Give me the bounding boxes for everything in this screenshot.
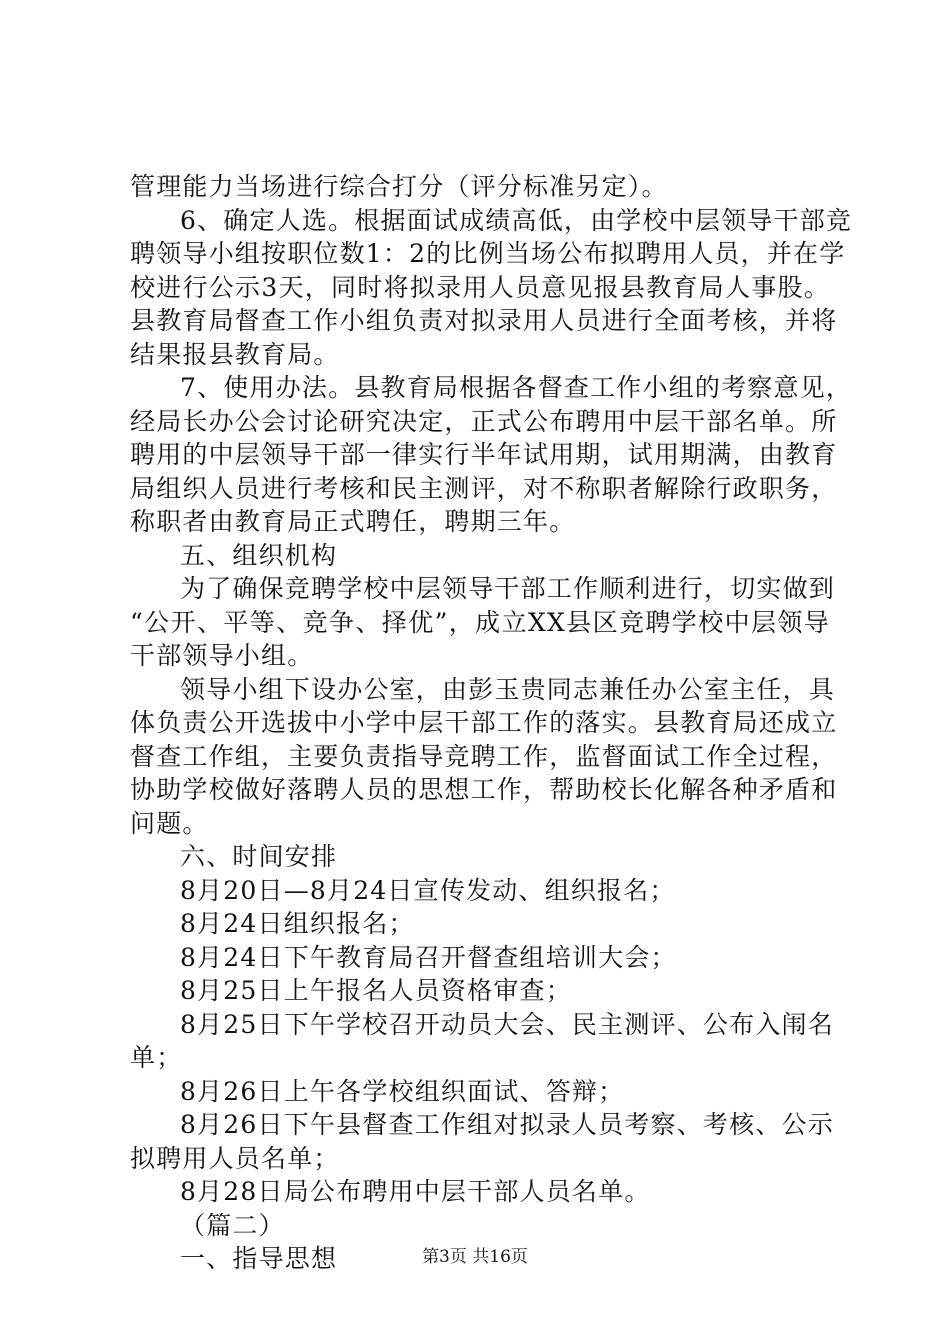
text-line: 校进行公示3天，同时将拟录用人员意见报县教育局人事股。 [130,272,830,302]
text-line: 6、确定人选。根据面试成绩高低，由学校中层领导干部竞 [180,205,853,235]
text-line: 县教育局督查工作小组负责对拟录用人员进行全面考核，并将 [130,306,838,335]
text-line: 为了确保竞聘学校中层领导干部工作顺利进行，切实做到 [180,574,836,603]
text-line: 单； [130,1043,183,1072]
text-line: “公开、平等、竞争、择优”，成立XX县区竞聘学校中层领导 [130,607,830,637]
schedule-item: 8月25日上午报名人员资格审查； [180,976,572,1005]
section-heading: （篇二） [180,1210,285,1240]
text-line: 督查工作组，主要负责指导竞聘工作，监督面试工作全过程， [130,741,838,771]
text-line: 拟聘用人员名单； [130,1143,340,1173]
text-line: 管理能力当场进行综合打分（评分标准另定）。 [130,172,668,201]
schedule-item: 8月26日下午县督查工作组对拟录人员考察、考核、公示 [180,1110,834,1139]
text-line: 结果报县教育局。 [130,339,340,369]
text-line: 协助学校做好落聘人员的思想工作，帮助校长化解各种矛盾和 [130,775,838,804]
document-body [130,170,853,1276]
schedule-item: 8月24日下午教育局召开督查组培训大会； [180,942,677,972]
schedule-item: 8月25日下午学校召开动员大会、民主测评、公布入闱名 [180,1009,834,1039]
section-heading: 一、指导思想 [180,1244,338,1273]
text-line: 聘用的中层领导干部一律实行半年试用期，试用期满，由教育 [130,440,838,469]
text-line: 局组织人员进行考核和民主测评，对不称职者解除行政职务， [130,473,838,503]
text-line: 7、使用办法。县教育局根据各督查工作小组的考察意见， [180,373,853,402]
schedule-item: 8月20日—8月24日宣传发动、组织报名； [180,875,676,905]
text-line: 体负责公开选拔中小学中层干部工作的落实。县教育局还成立 [130,708,838,737]
section-heading: 六、时间安排 [180,842,338,871]
text-line: 聘领导小组按职位数1：2的比例当场公布拟聘用人员，并在学 [130,239,846,268]
text-line: 干部领导小组。 [130,641,314,670]
schedule-item: 8月28日局公布聘用中层干部人员名单。 [180,1177,651,1206]
page-footer: 第3页 共16页 [422,1247,528,1267]
text-line: 问题。 [130,808,209,838]
section-heading: 五、组织机构 [180,540,338,570]
text-line: 经局长办公会讨论研究决定，正式公布聘用中层干部名单。所 [130,406,838,436]
schedule-item: 8月24日组织报名； [180,909,415,938]
text-line: 领导小组下设办公室，由彭玉贵同志兼任办公室主任，具 [180,674,836,704]
text-line: 称职者由教育局正式聘任，聘期三年。 [130,507,576,536]
schedule-item: 8月26日上午各学校组织面试、答辩； [180,1076,625,1106]
